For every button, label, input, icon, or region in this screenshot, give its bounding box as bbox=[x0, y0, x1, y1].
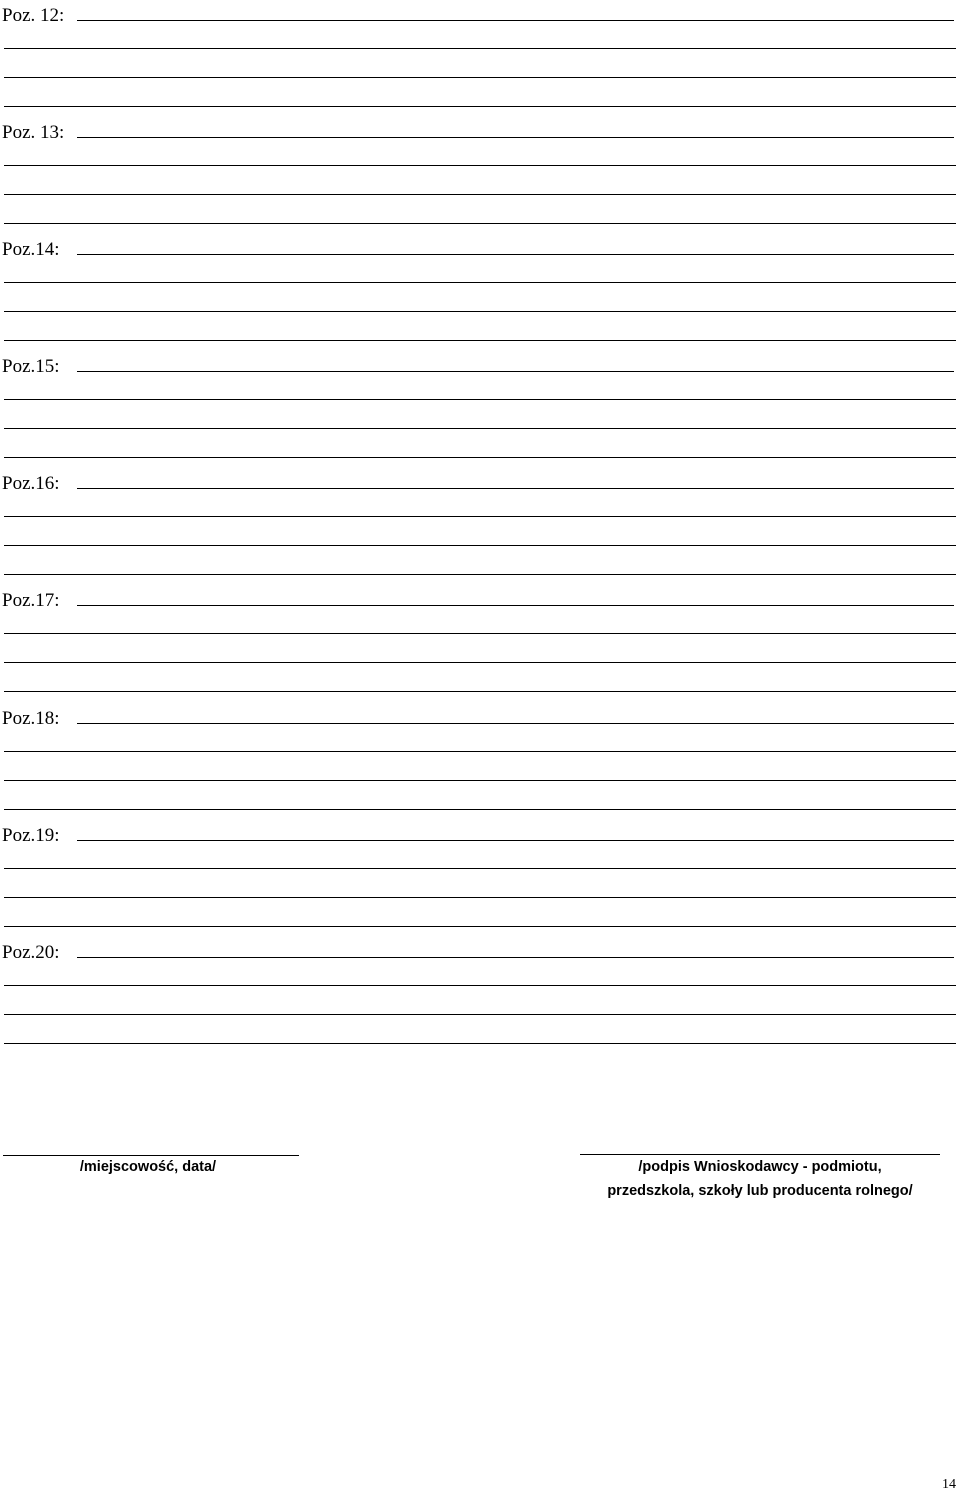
position-entry-line[interactable] bbox=[77, 957, 954, 958]
position-entry-line[interactable] bbox=[77, 137, 954, 138]
signature-caption-line1: /podpis Wnioskodawcy - podmiotu, bbox=[638, 1159, 882, 1175]
position-continuation-line[interactable] bbox=[4, 106, 956, 107]
position-continuation-line[interactable] bbox=[4, 48, 956, 49]
position-continuation-line[interactable] bbox=[4, 545, 956, 546]
position-entry-line[interactable] bbox=[77, 20, 954, 21]
position-continuation-line[interactable] bbox=[4, 165, 956, 166]
position-continuation-line[interactable] bbox=[4, 340, 956, 341]
position-label: Poz. 13: bbox=[2, 122, 65, 143]
position-continuation-line[interactable] bbox=[4, 1014, 956, 1015]
position-continuation-line[interactable] bbox=[4, 985, 956, 986]
position-entry-line[interactable] bbox=[77, 254, 954, 255]
position-continuation-line[interactable] bbox=[4, 77, 956, 78]
position-entry-line[interactable] bbox=[77, 488, 954, 489]
position-header bbox=[0, 820, 960, 849]
position-continuation-line[interactable] bbox=[4, 868, 956, 869]
place-date-line bbox=[3, 1155, 299, 1156]
signature-line bbox=[580, 1154, 940, 1155]
position-label: Poz.20: bbox=[2, 942, 60, 963]
position-continuation-line[interactable] bbox=[4, 574, 956, 575]
position-continuation-line[interactable] bbox=[4, 662, 956, 663]
page-number: 14 bbox=[942, 1477, 956, 1492]
position-label: Poz.15: bbox=[2, 356, 60, 377]
position-header bbox=[0, 703, 960, 732]
position-continuation-line[interactable] bbox=[4, 311, 956, 312]
position-continuation-line[interactable] bbox=[4, 809, 956, 810]
position-continuation-line[interactable] bbox=[4, 691, 956, 692]
position-continuation-line[interactable] bbox=[4, 282, 956, 283]
position-continuation-line[interactable] bbox=[4, 457, 956, 458]
position-entry-line[interactable] bbox=[77, 723, 954, 724]
position-header bbox=[0, 585, 960, 614]
position-entry-line[interactable] bbox=[77, 605, 954, 606]
position-label: Poz. 12: bbox=[2, 5, 65, 26]
position-header bbox=[0, 937, 960, 966]
position-entry-line[interactable] bbox=[77, 840, 954, 841]
position-continuation-line[interactable] bbox=[4, 897, 956, 898]
position-header bbox=[0, 0, 960, 29]
position-continuation-line[interactable] bbox=[4, 926, 956, 927]
position-continuation-line[interactable] bbox=[4, 223, 956, 224]
signature-caption-line2: przedszkola, szkoły lub producenta rolnego/ bbox=[607, 1183, 913, 1199]
position-entry-line[interactable] bbox=[77, 371, 954, 372]
position-continuation-line[interactable] bbox=[4, 428, 956, 429]
position-label: Poz.14: bbox=[2, 239, 60, 260]
position-continuation-line[interactable] bbox=[4, 751, 956, 752]
position-header bbox=[0, 117, 960, 146]
place-date-caption: /miejscowość, data/ bbox=[79, 1159, 217, 1175]
position-continuation-line[interactable] bbox=[4, 633, 956, 634]
position-header bbox=[0, 468, 960, 497]
position-label: Poz.17: bbox=[2, 590, 60, 611]
position-header bbox=[0, 234, 960, 263]
position-header bbox=[0, 351, 960, 380]
position-label: Poz.16: bbox=[2, 473, 60, 494]
position-continuation-line[interactable] bbox=[4, 780, 956, 781]
position-label: Poz.19: bbox=[2, 825, 60, 846]
position-continuation-line[interactable] bbox=[4, 516, 956, 517]
position-continuation-line[interactable] bbox=[4, 1043, 956, 1044]
position-label: Poz.18: bbox=[2, 708, 60, 729]
position-continuation-line[interactable] bbox=[4, 194, 956, 195]
position-continuation-line[interactable] bbox=[4, 399, 956, 400]
